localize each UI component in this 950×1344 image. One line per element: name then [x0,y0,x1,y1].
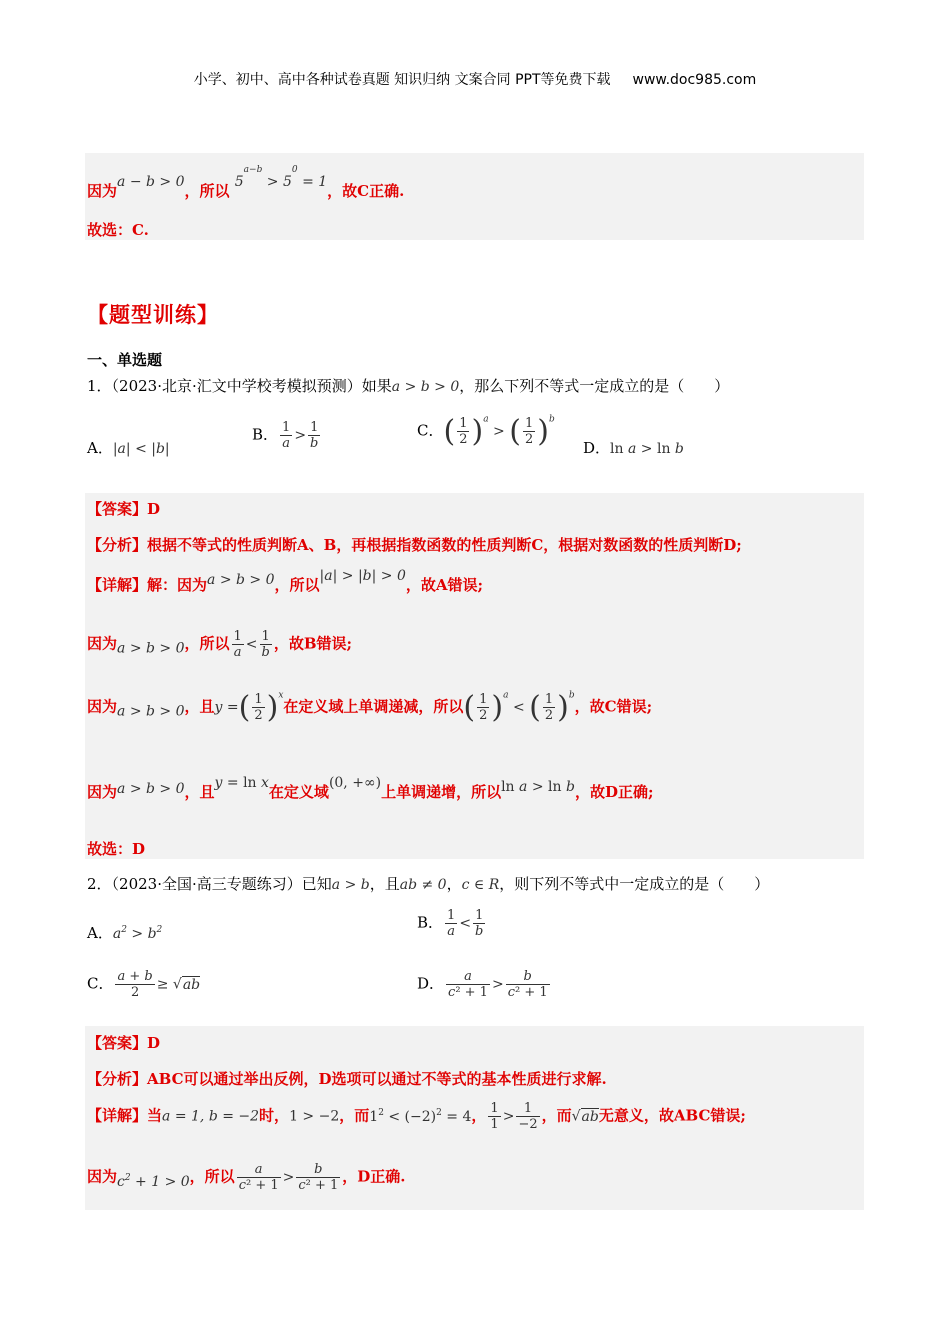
q1-analysis: 【分析】根据不等式的性质判断A、B，再根据指数函数的性质判断C，根据对数函数的性质判断D; [87,536,742,554]
q1-option-b: B． $\frac{1}{a}$ > $\frac{1}{b}$ [252,420,319,451]
header-site: www.doc985.com [632,72,757,88]
section-title: 【题型训练】 [87,303,219,327]
q1-detail-2: 因为a > b > 0，所以 $\frac{1}{a}$ < $\frac{1}{b}$ ，故B错误; [87,629,353,660]
q1-final: 故选：D [87,840,146,858]
q1-option-a: A．|a| < |b| [87,439,170,457]
q2-option-b: B． $\frac{1}{a}$ < $\frac{1}{b}$ [417,908,484,939]
header-text: 小学、初中、高中各种试卷真题 知识归纳 文案合同 PPT等免费下载 [193,72,611,88]
q2-stem: 2．（2023·全国·高三专题练习）已知a > b，且ab ≠ 0，c ∈ R，则下列不等式中一定成立的是（ ） [87,875,770,893]
subsection-title: 一、单选题 [87,351,163,369]
q1-detail-4: 因为a > b > 0，且y = ln x在定义域(0, +∞)上单调递增，所以ln a > ln b，故D正确; [87,775,654,801]
q1-detail-1: 【详解】解：因为a > b > 0，所以|a| > |b| > 0，故A错误; [87,568,484,594]
q1-option-c: C．( $\frac{1}{2}$ )$^a$ > ( $\frac{1}{2}$ )$^b$ [417,414,555,449]
q2-answer: 【答案】D [87,1034,161,1052]
q2-option-c: C． $\frac{a + b}{2}$ ≥ √ab [87,969,201,1000]
q1-answer: 【答案】D [87,500,161,518]
page-header [0,69,950,89]
q2-option-d: D． $\frac{a}{\text{c² + 1}}$ > $\frac{b}{\text{c² + 1}}$ [417,969,548,1000]
q2-option-a: A．$a^2 > b^2$ [87,924,163,942]
q1-option-d: D．ln a > ln b [583,439,684,457]
q2-detail-2: 因为$c^2 + 1 > 0$，所以 $\frac{a}{\text{c² + 1}}$ > $\frac{b}{\text{c² + 1}}$ ，D正确. [87,1162,406,1193]
q2-detail-1: 【详解】当a = 1, b = −2时，1 > −2，而$1^2 < (-2)^2 = 4$， $\frac{1}{1}$ > $\frac{1}{-2}$ ，而√ab无意义，故ABC错误; [87,1101,746,1132]
prev-solution-line1: 因为a − b > 0，所以 $5^{a-b} > 5^0 = 1$，故C正确. [87,165,405,200]
q1-detail-3: 因为a > b > 0，且y =( $\frac{1}{2}$ )$^x$在定义域上单调递减，所以( $\frac{1}{2}$ )$^a$ < ( $\frac{1}{2}$ )$^b$，故C错误; [87,690,653,725]
prev-solution-line2: 故选：C. [87,221,149,239]
q2-analysis: 【分析】ABC可以通过举出反例，D选项可以通过不等式的基本性质进行求解. [87,1070,607,1088]
q1-stem: 1．（2023·北京·汇文中学校考模拟预测）如果a > b > 0，那么下列不等式一定成立的是（ ） [87,377,730,395]
